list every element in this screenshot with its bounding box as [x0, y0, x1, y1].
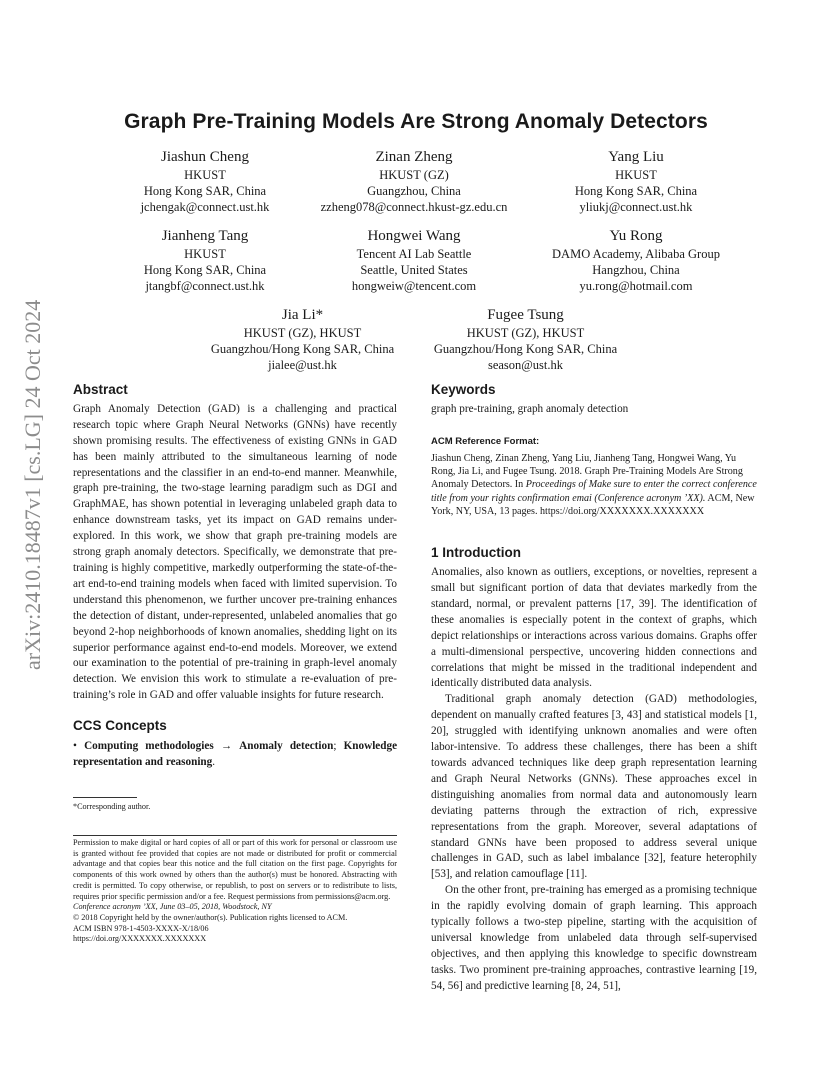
- ccs-heading: CCS Concepts: [73, 718, 167, 734]
- author-block: [526, 227, 746, 294]
- author-location: Guangzhou/Hong Kong SAR, China: [433, 342, 618, 356]
- intro-paragraph: On the other front, pre-training has emerged as a promising technique in the rapidly evolving domain of graph learning. This approach typically follows a two-step pipeline, starting with the acquisition of universal knowledge from unlabeled data through self-supervised objectives, and then applying this knowledge to specific downstream tasks. Two prominent pre-training approaches, contrastive learning [19, 54, 56] and predictive learning [8, 24, 51],: [431, 884, 758, 992]
- acm-reference-proceedings: Proceedings of Make sure to enter the correct conference title from your rights confirmation emai (Conference acronym ’XX).: [431, 479, 757, 504]
- author-name: Jianheng Tang: [161, 228, 249, 244]
- author-affiliation: DAMO Academy, Alibaba Group: [552, 247, 720, 261]
- author-name: Zinan Zheng: [375, 149, 453, 165]
- acm-reference-publisher: ACM, New York, NY, USA, 13 pages. https://doi.org/XXXXXXX.XXXXXXX: [431, 492, 755, 517]
- acm-reference-heading: ACM Reference Format:: [431, 435, 540, 447]
- author-email: jchengak@connect.ust.hk: [140, 200, 270, 214]
- ccs-arrow: →: [213, 740, 240, 753]
- author-affiliation: HKUST (GZ), HKUST: [243, 326, 362, 340]
- author-affiliation: HKUST: [184, 247, 226, 261]
- ccs-end: .: [212, 756, 216, 769]
- intro-paragraph: Anomalies, also known as outliers, exceptions, or novelties, represent a small but significant portion of data that deviates markedly from the standard, normal, or prevalent patterns [17, 39]. The identification of these anomalies is especially potent in the context of graphs, which depict relationships or interactions across various domains. Graphs offer a multi-dimensional perspective, uncovering hidden connections and correlations that might be missed in the traditional independent and identically distributed data analysis.: [431, 566, 757, 690]
- author-affiliation: HKUST: [184, 168, 226, 182]
- author-name: Hongwei Wang: [367, 228, 461, 244]
- author-location: Guangzhou, China: [367, 184, 461, 198]
- copyright-line: © 2018 Copyright held by the owner/author(s). Publication rights licensed to ACM.: [73, 912, 348, 922]
- author-email: jialee@ust.hk: [268, 358, 337, 372]
- author-location: Hong Kong SAR, China: [143, 263, 267, 277]
- permission-text: Permission to make digital or hard copies of all or part of this work for personal or classroom use is granted without fee provided that copies are not made or distributed for profit or commercial advantage and that copies bear this notice and the full citation on the first page. Copyrights for components of this work owned by others than the author(s) must be honored. Abstracting with credit is permitted. To copy otherwise, or republish, to post on servers or to redistribute to lists, requires prior specific permission and/or a fee. Request permissions from permissions@acm.org.: [73, 838, 397, 901]
- ccs-separator: ;: [333, 740, 344, 753]
- author-name: Yu Rong: [609, 228, 663, 244]
- author-email: season@ust.hk: [487, 358, 564, 372]
- author-block: [95, 148, 315, 215]
- footnote-rule: [73, 797, 137, 798]
- author-name: Yang Liu: [608, 149, 664, 165]
- acm-reference: [431, 452, 757, 518]
- author-block: [190, 306, 415, 373]
- author-location: Hong Kong SAR, China: [143, 184, 267, 198]
- author-email: jtangbf@connect.ust.hk: [145, 279, 265, 293]
- author-email: yu.rong@hotmail.com: [579, 279, 693, 293]
- keywords-text: graph pre-training, graph anomaly detection: [431, 402, 629, 415]
- ccs-concepts: [73, 738, 397, 770]
- left-column: [73, 382, 397, 770]
- author-block: [413, 306, 638, 373]
- keywords-heading: Keywords: [431, 382, 496, 397]
- author-block: [294, 227, 534, 294]
- author-affiliation: HKUST: [615, 168, 657, 182]
- author-location: Hangzhou, China: [592, 263, 680, 277]
- ccs-bullet: •: [73, 740, 77, 753]
- permission-block: [73, 838, 397, 945]
- author-affiliation: HKUST (GZ), HKUST: [466, 326, 585, 340]
- ccs-item-computing: Computing methodologies: [84, 740, 214, 753]
- author-location: Hong Kong SAR, China: [574, 184, 698, 198]
- author-email: hongweiw@tencent.com: [351, 279, 477, 293]
- right-column: [431, 382, 757, 995]
- author-block: [526, 148, 746, 215]
- intro-paragraph: Traditional graph anomaly detection (GAD) methodologies, dependent on manually crafted features [3, 43] and statistical models [1, 20], struggled with identifying unknown anomalies and were often labor-intensive. To address these challenges, there has been a shift towards advanced techniques like deep graph representation learning and Graph Neural Networks (GNNs). These approaches excel in distinguishing anomalies from normal data and autonomously learn deviating patterns through the extraction of rich, expressive representations from the graph. Moreover, several adaptations of standard GNNs have been proposed to address several unique challenges in GAD, such as label imbalance [32], feature heterophily [53], and relation camouflage [11].: [431, 693, 757, 881]
- permission-rule: [73, 835, 397, 836]
- ccs-item-knowledge: Knowledge representation and reasoning: [73, 740, 398, 769]
- arxiv-identifier: arXiv:2410.18487v1 [cs.LG] 24 Oct 2024: [20, 299, 45, 670]
- author-block: [294, 148, 534, 215]
- conference-line: Conference acronym ’XX, June 03–05, 2018, Woodstock, NY: [73, 902, 272, 912]
- author-location: Seattle, United States: [360, 263, 468, 277]
- introduction-heading: 1 Introduction: [431, 545, 521, 561]
- abstract-heading: Abstract: [73, 382, 128, 397]
- doi-line: https://doi.org/XXXXXXX.XXXXXXX: [73, 934, 207, 944]
- arxiv-identifier-wrap: [20, 286, 48, 670]
- author-location: Guangzhou/Hong Kong SAR, China: [210, 342, 395, 356]
- paper-title: Graph Pre-Training Models Are Strong Anomaly Detectors: [124, 110, 708, 133]
- author-name: Fugee Tsung: [487, 307, 564, 323]
- isbn-line: ACM ISBN 978-1-4503-XXXX-X/18/06: [73, 923, 209, 933]
- author-block: [95, 227, 315, 294]
- abstract-text: Graph Anomaly Detection (GAD) is a challenging and practical research topic where Graph Neural Networks (GNNs) have recently shown promising results. The effectiveness of existing GNNs in GAD has been mainly attributed to the simultaneous learning of node representations and the classifier in an end-to-end manner. Meanwhile, graph pre-training, the two-stage learning paradigm such as DGI and GraphMAE, has shown potential in leveraging unlabeled graph data to enhance downstream tasks, yet its impact on GAD remains under-explored. In this work, we show that graph pre-training models are strong graph anomaly detectors. Specifically, we demonstrate that pre-training is highly competitive, markedly outperforming the state-of-the-art end-to-end training models when faced with limited supervision. To understand this phenomenon, we further uncover pre-training enhances the detection of distant, under-represented, unlabeled anomalies that go beyond 2-hop neighborhoods of known anomalies, shedding light on its superior performance against end-to-end models. Moreover, we extend our examination to the potential of pre-training in graph-level anomaly detection. We envision this work to stimulate a re-evaluation of pre-training’s role in GAD and offer valuable insights for future research.: [73, 402, 397, 702]
- author-affiliation: HKUST (GZ): [379, 168, 449, 182]
- ccs-item-anomaly: Anomaly detection: [239, 740, 334, 753]
- author-email: zzheng078@connect.hkust-gz.edu.cn: [320, 200, 508, 214]
- author-name: Jia Li*: [281, 307, 324, 323]
- author-affiliation: Tencent AI Lab Seattle: [356, 247, 472, 261]
- footnote: *Corresponding author.: [73, 802, 151, 811]
- author-name: Jiashun Cheng: [161, 149, 249, 165]
- author-email: yliukj@connect.ust.hk: [579, 200, 693, 214]
- acm-reference-authors: Jiashun Cheng, Zinan Zheng, Yang Liu, Jianheng Tang, Hongwei Wang, Yu Rong, Jia Li, and Fugee Tsung. 2018. Graph Pre-Training Models Are Strong Anomaly Detectors. In: [431, 452, 743, 491]
